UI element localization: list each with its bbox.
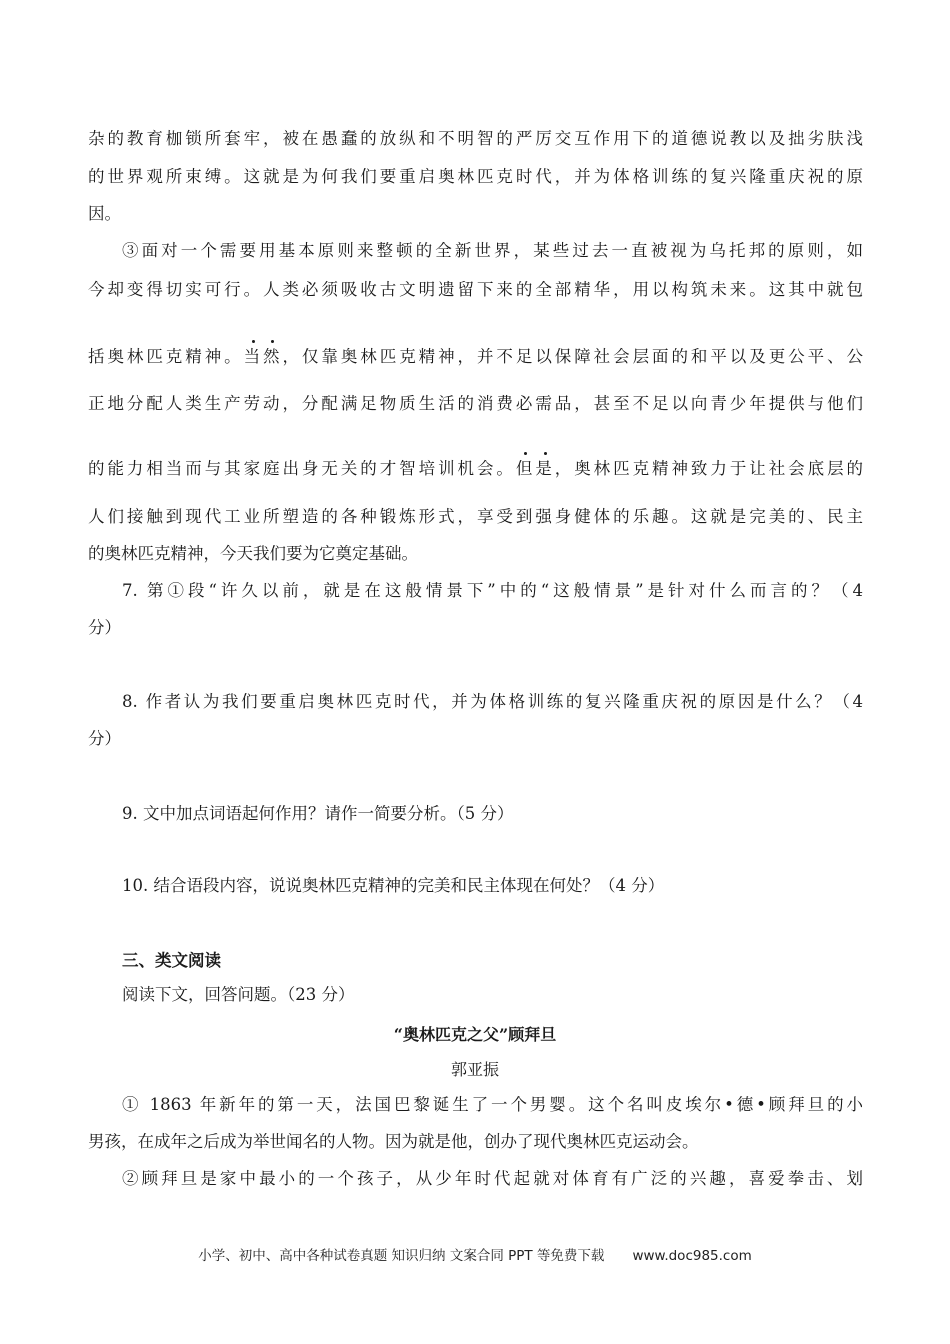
section-heading: 三、类文阅读 — [122, 951, 221, 970]
passage-line: 今却变得切实可行。人类必须吸收古文明遗留下来的全部精华，用以构筑未来。这其中就包 — [88, 280, 863, 299]
passage-line: 正地分配人类生产劳动，分配满足物质生活的消费必需品，甚至不足以向青少年提供与他们 — [88, 394, 863, 413]
passage-line: 因。 — [88, 204, 121, 223]
footer-text: 小学、初中、高中各种试卷真题 知识归纳 文案合同 PPT 等免费下载 — [198, 1248, 605, 1264]
footer-url[interactable]: www.doc985.com — [632, 1248, 752, 1264]
article-paragraph-1: ① 1863 年新年的第一天，法国巴黎诞生了一个男婴。这个名叫皮埃尔•德•顾拜旦的小 — [122, 1095, 863, 1114]
emphasized-char: 但 — [515, 459, 536, 478]
question-7: 7. 第①段“许久以前，就是在这般情景下”中的“这般情景”是针对什么而言的？（4 — [122, 581, 863, 600]
passage-line: 人们接触到现代工业所塑造的各种锻炼形式，享受到强身健体的乐趣。这就是完美的、民主 — [88, 507, 863, 526]
article-author: 郭亚振 — [450, 1060, 499, 1079]
question-8-cont: 分） — [88, 729, 121, 748]
question-8: 8. 作者认为我们要重启奥林匹克时代，并为体格训练的复兴隆重庆祝的原因是什么？（4 — [122, 692, 863, 711]
passage-line: 的世界观所束缚。这就是为何我们要重启奥林匹克时代，并为体格训练的复兴隆重庆祝的原 — [88, 167, 863, 186]
emphasized-char: 然 — [263, 347, 283, 366]
paragraph-3-start: ③面对一个需要用基本原则来整顿的全新世界，某些过去一直被视为乌托邦的原则，如 — [122, 241, 863, 260]
emphasized-char: 是 — [535, 459, 555, 478]
emphasized-char: 当 — [243, 347, 264, 366]
passage-line: 的奥林匹克精神，今天我们要为它奠定基础。 — [88, 544, 418, 563]
question-10: 10. 结合语段内容，说说奥林匹克精神的完美和民主体现在何处？（4 分） — [122, 876, 665, 895]
question-9: 9. 文中加点词语起何作用？请作一简要分析。（5 分） — [122, 804, 514, 823]
question-7-cont: 分） — [88, 618, 121, 637]
article-title: “奥林匹克之父”顾拜旦 — [393, 1025, 557, 1044]
article-paragraph-1-cont: 男孩，在成年之后成为举世闻名的人物。因为就是他，创办了现代奥林匹克运动会。 — [88, 1132, 699, 1151]
passage-line-emphasis: 的能力相当而与其家庭出身无关的才智培训机会。但是，奥林匹克精神致力于让社会底层的 — [88, 459, 864, 478]
section-instruction: 阅读下文，回答问题。（23 分） — [122, 985, 355, 1004]
page-footer — [0, 1244, 950, 1264]
passage-line: 杂的教育枷锁所套牢，被在愚蠢的放纵和不明智的严厉交互作用下的道德说教以及拙劣肤浅 — [88, 129, 863, 148]
article-paragraph-2: ②顾拜旦是家中最小的一个孩子，从少年时代起就对体育有广泛的兴趣，喜爱拳击、划 — [122, 1169, 863, 1188]
passage-line-emphasis: 括奥林匹克精神。当然，仅靠奥林匹克精神，并不足以保障社会层面的和平以及更公平、公 — [88, 347, 864, 366]
